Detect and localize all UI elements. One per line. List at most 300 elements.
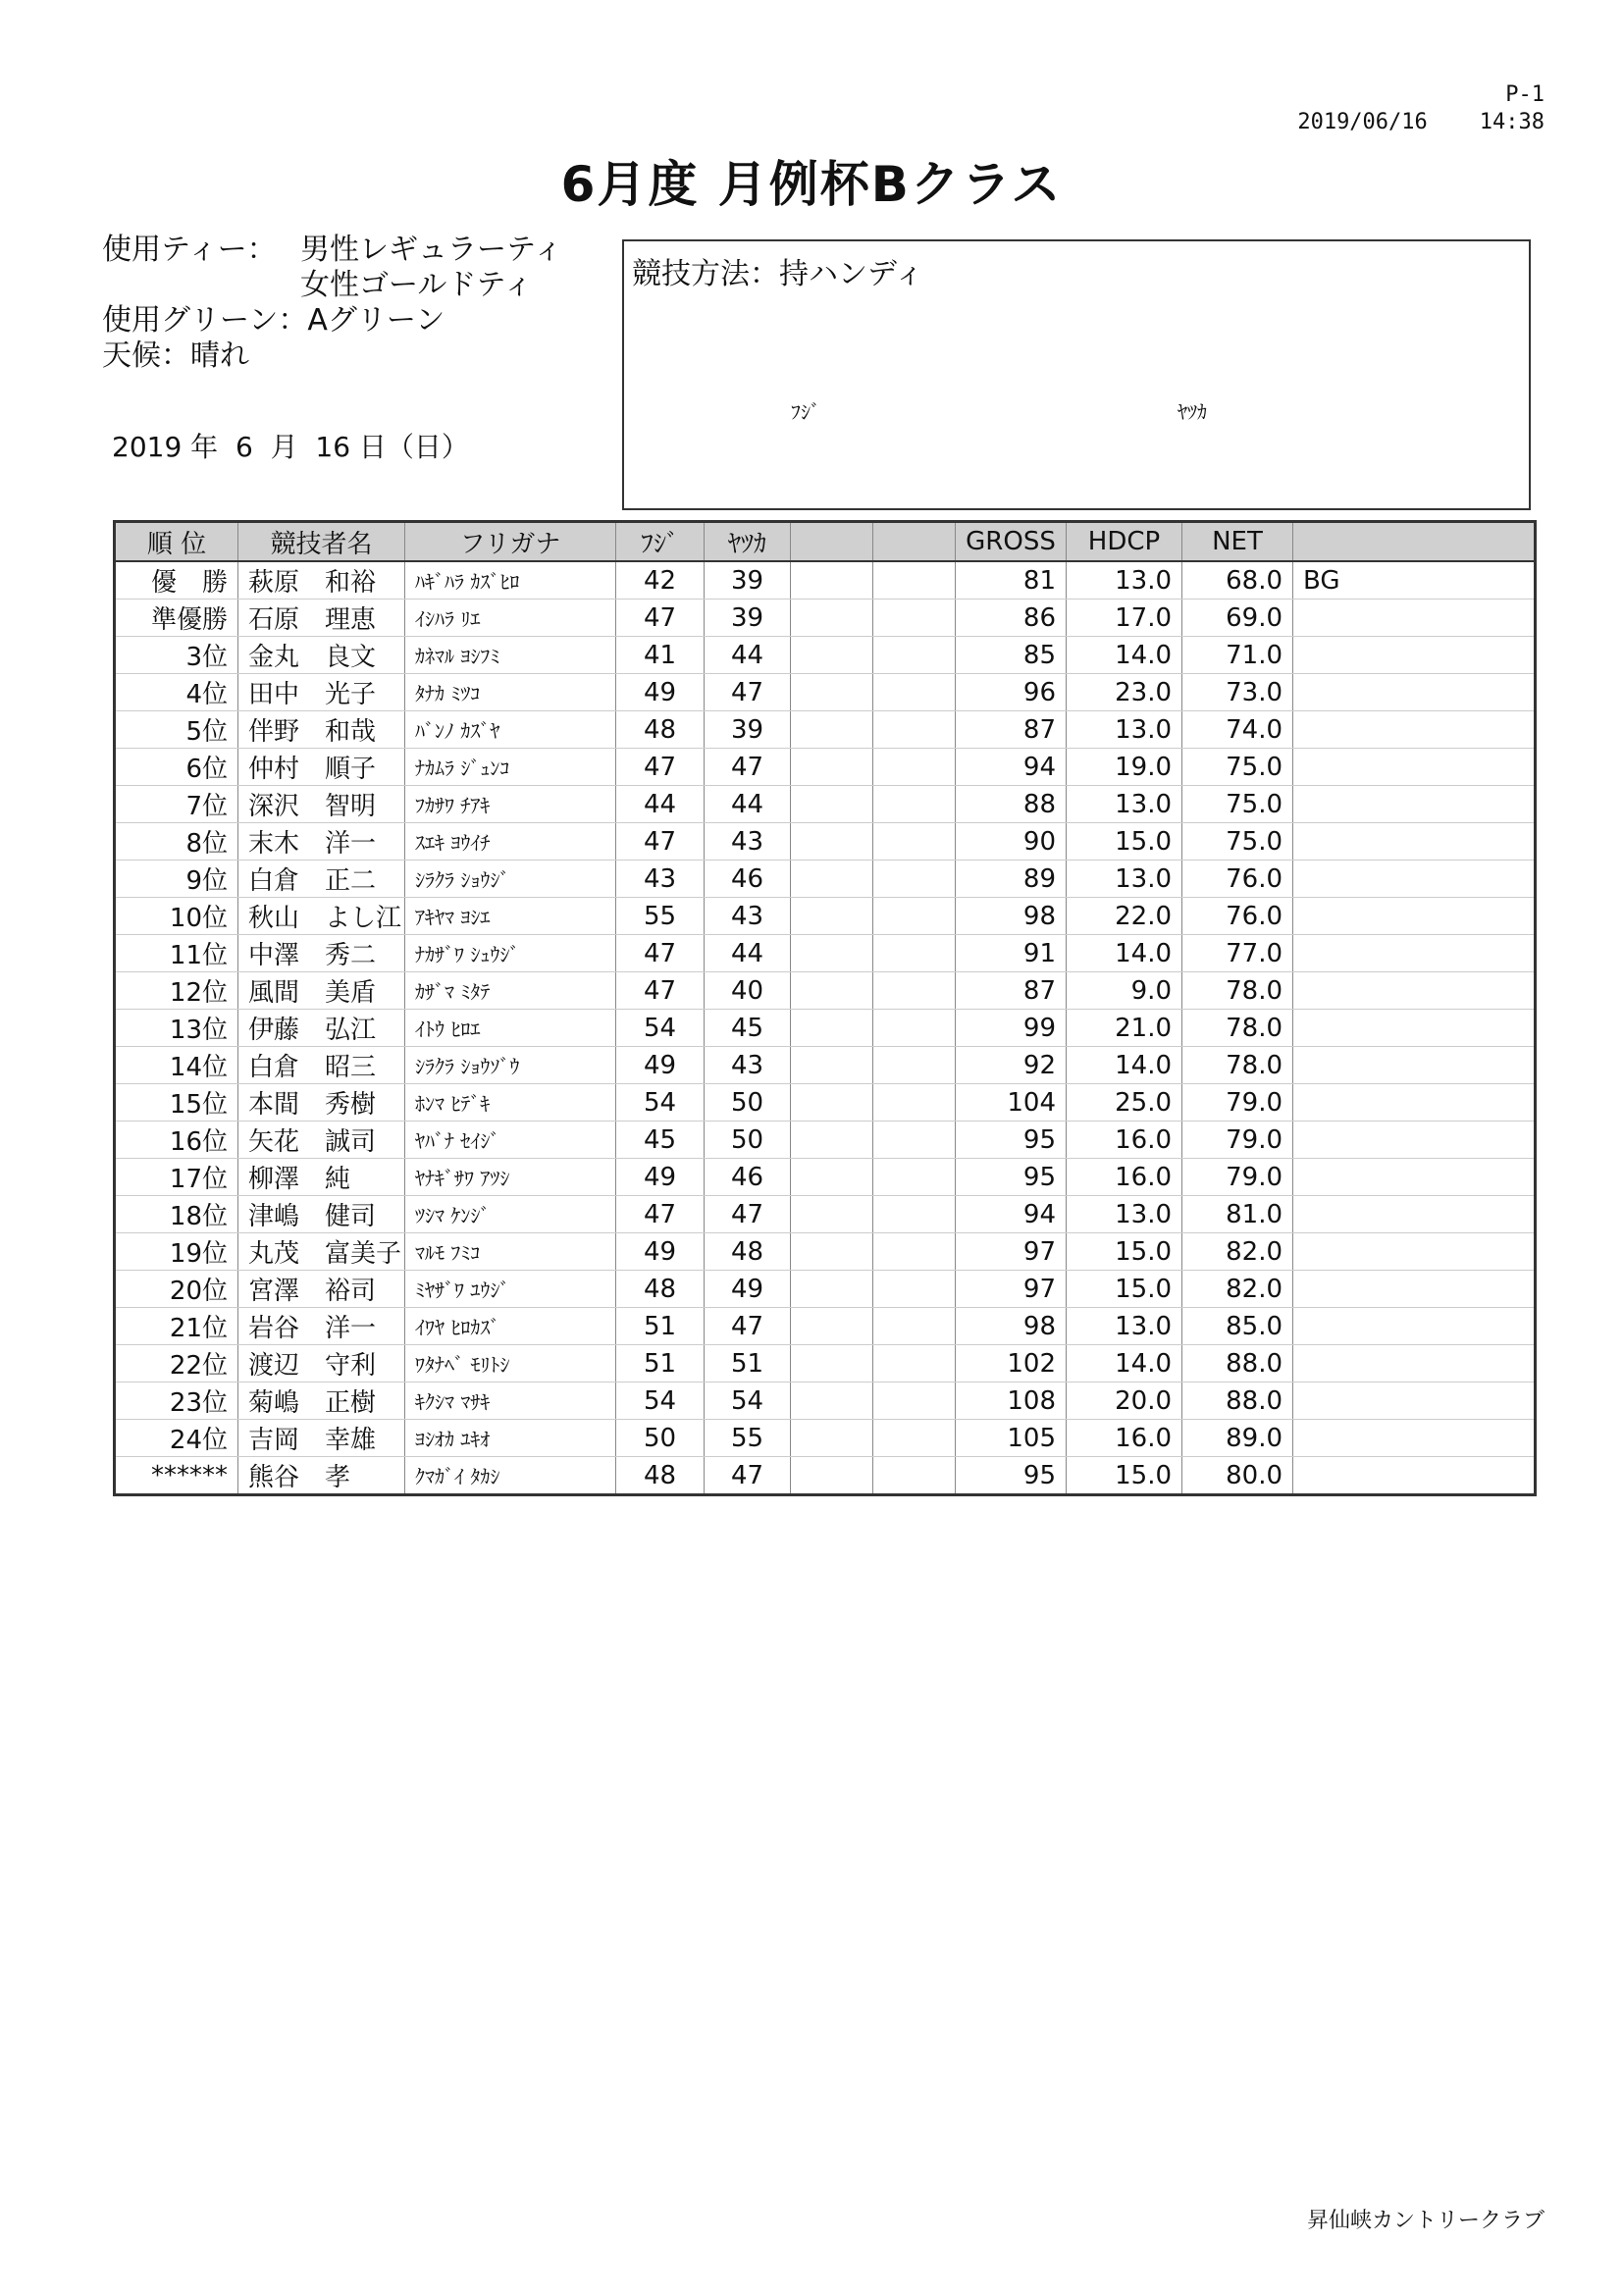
cell-blank — [791, 786, 873, 823]
cell-rank: 13位 — [115, 1010, 238, 1047]
cell-out: 48 — [616, 1457, 705, 1495]
cell-name: 本間 秀樹 — [238, 1084, 405, 1122]
cell-kana: ｶﾈﾏﾙ ﾖｼﾌﾐ — [405, 637, 616, 674]
cell-name: 金丸 良文 — [238, 637, 405, 674]
table-row — [115, 637, 1536, 674]
cell-net: 79.0 — [1182, 1159, 1293, 1196]
cell-note — [1293, 711, 1536, 749]
cell-in: 47 — [705, 1196, 791, 1233]
document-title: 6月度 月例杯Bクラス — [560, 156, 1063, 213]
cell-hdcp: 16.0 — [1067, 1159, 1182, 1196]
club-name: 昇仙峡カントリークラブ — [1306, 2209, 1544, 2233]
cell-blank — [873, 1345, 956, 1383]
cell-name: 萩原 和裕 — [238, 561, 405, 600]
cell-in: 47 — [705, 1308, 791, 1345]
table-row — [115, 1420, 1536, 1457]
cell-name: 菊嶋 正樹 — [238, 1383, 405, 1420]
print-timestamp: 2019/06/16 14:38 — [1297, 110, 1544, 134]
cell-blank — [791, 749, 873, 786]
cell-kana: ﾔﾊﾞﾅ ｾｲｼﾞ — [405, 1122, 616, 1159]
cell-kana: ｼﾗｸﾗ ｼｮｳｿﾞｳ — [405, 1047, 616, 1084]
cell-rank: 17位 — [115, 1159, 238, 1196]
cell-net: 76.0 — [1182, 898, 1293, 935]
cell-gross: 95 — [956, 1159, 1067, 1196]
cell-hdcp: 17.0 — [1067, 600, 1182, 637]
cell-kana: ﾌｶｻﾜ ﾁｱｷ — [405, 786, 616, 823]
cell-kana: ｷｸｼﾏ ﾏｻｷ — [405, 1383, 616, 1420]
cell-in: 45 — [705, 1010, 791, 1047]
cell-blank — [791, 674, 873, 711]
cell-rank: 3位 — [115, 637, 238, 674]
cell-name: 丸茂 富美子 — [238, 1233, 405, 1271]
cell-name: 秋山 よし江 — [238, 898, 405, 935]
cell-out: 43 — [616, 861, 705, 898]
cell-rank: 優 勝 — [115, 561, 238, 600]
cell-hdcp: 13.0 — [1067, 1196, 1182, 1233]
cell-gross: 104 — [956, 1084, 1067, 1122]
page-number: P-1 — [1505, 82, 1544, 107]
header-hdcp: HDCP — [1067, 522, 1182, 562]
table-row — [115, 1047, 1536, 1084]
cell-out: 47 — [616, 1196, 705, 1233]
table-row — [115, 1159, 1536, 1196]
cell-blank — [873, 561, 956, 600]
cell-rank: ****** — [115, 1457, 238, 1495]
table-header-row — [115, 522, 1536, 562]
cell-note — [1293, 786, 1536, 823]
cell-name: 伴野 和哉 — [238, 711, 405, 749]
cell-blank — [873, 1457, 956, 1495]
cell-blank — [791, 823, 873, 861]
cell-blank — [791, 1084, 873, 1122]
cell-kana: ｶｻﾞﾏ ﾐﾀﾃ — [405, 972, 616, 1010]
cell-out: 48 — [616, 711, 705, 749]
table-row — [115, 749, 1536, 786]
cell-net: 85.0 — [1182, 1308, 1293, 1345]
cell-blank — [873, 600, 956, 637]
cell-in: 43 — [705, 898, 791, 935]
cell-kana: ｽｴｷ ﾖｳｲﾁ — [405, 823, 616, 861]
cell-gross: 95 — [956, 1122, 1067, 1159]
cell-name: 田中 光子 — [238, 674, 405, 711]
cell-out: 54 — [616, 1383, 705, 1420]
table-row — [115, 823, 1536, 861]
cell-out: 47 — [616, 823, 705, 861]
cell-name: 仲村 順子 — [238, 749, 405, 786]
cell-net: 77.0 — [1182, 935, 1293, 972]
cell-hdcp: 13.0 — [1067, 561, 1182, 600]
cell-net: 78.0 — [1182, 972, 1293, 1010]
cell-blank — [791, 861, 873, 898]
cell-name: 中澤 秀二 — [238, 935, 405, 972]
cell-hdcp: 15.0 — [1067, 1233, 1182, 1271]
cell-blank — [873, 935, 956, 972]
cell-net: 79.0 — [1182, 1122, 1293, 1159]
cell-blank — [791, 1233, 873, 1271]
cell-note — [1293, 1383, 1536, 1420]
cell-blank — [791, 1122, 873, 1159]
cell-net: 82.0 — [1182, 1233, 1293, 1271]
cell-in: 43 — [705, 1047, 791, 1084]
cell-blank — [873, 1308, 956, 1345]
cell-rank: 5位 — [115, 711, 238, 749]
cell-name: 渡辺 守利 — [238, 1345, 405, 1383]
cell-rank: 9位 — [115, 861, 238, 898]
table-row — [115, 1383, 1536, 1420]
cell-blank — [873, 1010, 956, 1047]
cell-blank — [791, 637, 873, 674]
cell-out: 47 — [616, 935, 705, 972]
cell-gross: 102 — [956, 1345, 1067, 1383]
results-table — [113, 520, 1537, 1496]
cell-net: 75.0 — [1182, 749, 1293, 786]
cell-note — [1293, 1271, 1536, 1308]
cell-blank — [791, 561, 873, 600]
header-gross: GROSS — [956, 522, 1067, 562]
cell-hdcp: 13.0 — [1067, 711, 1182, 749]
cell-kana: ﾎﾝﾏ ﾋﾃﾞｷ — [405, 1084, 616, 1122]
cell-name: 矢花 誠司 — [238, 1122, 405, 1159]
cell-kana: ﾂｼﾏ ｹﾝｼﾞ — [405, 1196, 616, 1233]
cell-name: 吉岡 幸雄 — [238, 1420, 405, 1457]
cell-blank — [791, 1308, 873, 1345]
table-row — [115, 861, 1536, 898]
cell-hdcp: 19.0 — [1067, 749, 1182, 786]
cell-in: 54 — [705, 1383, 791, 1420]
cell-in: 49 — [705, 1271, 791, 1308]
cell-note — [1293, 1010, 1536, 1047]
cell-name: 白倉 昭三 — [238, 1047, 405, 1084]
cell-net: 69.0 — [1182, 600, 1293, 637]
cell-name: 深沢 智明 — [238, 786, 405, 823]
cell-net: 79.0 — [1182, 1084, 1293, 1122]
cell-hdcp: 13.0 — [1067, 786, 1182, 823]
cell-net: 81.0 — [1182, 1196, 1293, 1233]
cell-note — [1293, 861, 1536, 898]
cell-kana: ｲｼﾊﾗ ﾘｴ — [405, 600, 616, 637]
cell-note — [1293, 1233, 1536, 1271]
cell-note — [1293, 600, 1536, 637]
cell-in: 50 — [705, 1084, 791, 1122]
cell-name: 柳澤 純 — [238, 1159, 405, 1196]
cell-hdcp: 16.0 — [1067, 1420, 1182, 1457]
cell-in: 44 — [705, 786, 791, 823]
cell-rank: 7位 — [115, 786, 238, 823]
tee-men: 男性レギュラーティ — [300, 233, 563, 267]
cell-kana: ﾅｶﾑﾗ ｼﾞｭﾝｺ — [405, 749, 616, 786]
cell-net: 68.0 — [1182, 561, 1293, 600]
cell-note — [1293, 1084, 1536, 1122]
cell-blank — [791, 898, 873, 935]
cell-gross: 81 — [956, 561, 1067, 600]
table-row — [115, 1457, 1536, 1495]
cell-hdcp: 14.0 — [1067, 1345, 1182, 1383]
cell-rank: 11位 — [115, 935, 238, 972]
header-note — [1293, 522, 1536, 562]
table-row — [115, 1084, 1536, 1122]
cell-kana: ｱｷﾔﾏ ﾖｼｴ — [405, 898, 616, 935]
cell-rank: 15位 — [115, 1084, 238, 1122]
cell-out: 49 — [616, 1233, 705, 1271]
cell-in: 44 — [705, 935, 791, 972]
cell-rank: 10位 — [115, 898, 238, 935]
cell-rank: 4位 — [115, 674, 238, 711]
cell-note — [1293, 898, 1536, 935]
cell-gross: 97 — [956, 1233, 1067, 1271]
table-row — [115, 786, 1536, 823]
method-course-1: ﾌｼﾞ — [791, 400, 820, 424]
cell-blank — [873, 749, 956, 786]
cell-out: 49 — [616, 1159, 705, 1196]
table-row — [115, 674, 1536, 711]
cell-out: 54 — [616, 1084, 705, 1122]
cell-in: 47 — [705, 674, 791, 711]
cell-hdcp: 13.0 — [1067, 1308, 1182, 1345]
cell-name: 風間 美盾 — [238, 972, 405, 1010]
cell-net: 88.0 — [1182, 1383, 1293, 1420]
cell-kana: ｼﾗｸﾗ ｼｮｳｼﾞ — [405, 861, 616, 898]
cell-name: 石原 理恵 — [238, 600, 405, 637]
cell-blank — [791, 1345, 873, 1383]
cell-note — [1293, 1047, 1536, 1084]
cell-out: 49 — [616, 1047, 705, 1084]
cell-blank — [791, 1047, 873, 1084]
cell-in: 55 — [705, 1420, 791, 1457]
cell-note — [1293, 823, 1536, 861]
cell-blank — [873, 786, 956, 823]
cell-net: 78.0 — [1182, 1010, 1293, 1047]
cell-hdcp: 15.0 — [1067, 823, 1182, 861]
cell-blank — [873, 1420, 956, 1457]
cell-in: 40 — [705, 972, 791, 1010]
cell-in: 46 — [705, 1159, 791, 1196]
table-row — [115, 1308, 1536, 1345]
cell-in: 51 — [705, 1345, 791, 1383]
cell-gross: 88 — [956, 786, 1067, 823]
table-row — [115, 1271, 1536, 1308]
cell-kana: ﾀﾅｶ ﾐﾂｺ — [405, 674, 616, 711]
cell-out: 48 — [616, 1271, 705, 1308]
cell-in: 48 — [705, 1233, 791, 1271]
cell-gross: 87 — [956, 711, 1067, 749]
cell-kana: ﾊｷﾞﾊﾗ ｶｽﾞﾋﾛ — [405, 561, 616, 600]
table-row — [115, 1233, 1536, 1271]
cell-out: 50 — [616, 1420, 705, 1457]
cell-blank — [791, 1010, 873, 1047]
table-row — [115, 935, 1536, 972]
cell-out: 51 — [616, 1308, 705, 1345]
cell-net: 73.0 — [1182, 674, 1293, 711]
cell-in: 50 — [705, 1122, 791, 1159]
green-info: 使用グリーン：Aグリーン — [102, 303, 445, 338]
cell-out: 45 — [616, 1122, 705, 1159]
cell-gross: 95 — [956, 1457, 1067, 1495]
cell-rank: 24位 — [115, 1420, 238, 1457]
cell-blank — [873, 861, 956, 898]
cell-net: 78.0 — [1182, 1047, 1293, 1084]
cell-gross: 91 — [956, 935, 1067, 972]
cell-blank — [873, 1084, 956, 1122]
cell-net: 89.0 — [1182, 1420, 1293, 1457]
cell-gross: 98 — [956, 898, 1067, 935]
header-out: ﾌｼﾞ — [616, 522, 705, 562]
cell-note — [1293, 972, 1536, 1010]
table-row — [115, 898, 1536, 935]
cell-rank: 23位 — [115, 1383, 238, 1420]
cell-net: 75.0 — [1182, 823, 1293, 861]
cell-rank: 19位 — [115, 1233, 238, 1271]
header-rank: 順 位 — [115, 522, 238, 562]
cell-note — [1293, 1196, 1536, 1233]
cell-note — [1293, 1159, 1536, 1196]
cell-hdcp: 25.0 — [1067, 1084, 1182, 1122]
cell-gross: 99 — [956, 1010, 1067, 1047]
cell-gross: 86 — [956, 600, 1067, 637]
cell-hdcp: 14.0 — [1067, 1047, 1182, 1084]
weather-info: 天候：晴れ — [102, 339, 249, 373]
table-row — [115, 1196, 1536, 1233]
cell-kana: ﾏﾙﾓ ﾌﾐｺ — [405, 1233, 616, 1271]
cell-gross: 92 — [956, 1047, 1067, 1084]
table-row — [115, 711, 1536, 749]
cell-blank — [873, 1122, 956, 1159]
table-row — [115, 561, 1536, 600]
header-in: ﾔﾂｶ — [705, 522, 791, 562]
cell-blank — [791, 1271, 873, 1308]
cell-note — [1293, 935, 1536, 972]
table-row — [115, 972, 1536, 1010]
cell-hdcp: 23.0 — [1067, 674, 1182, 711]
cell-out: 55 — [616, 898, 705, 935]
header-blank-2 — [873, 522, 956, 562]
cell-name: 岩谷 洋一 — [238, 1308, 405, 1345]
cell-out: 47 — [616, 600, 705, 637]
header-kana: フリガナ — [405, 522, 616, 562]
cell-hdcp: 20.0 — [1067, 1383, 1182, 1420]
cell-note — [1293, 1345, 1536, 1383]
cell-gross: 94 — [956, 749, 1067, 786]
cell-hdcp: 15.0 — [1067, 1457, 1182, 1495]
cell-name: 伊藤 弘江 — [238, 1010, 405, 1047]
cell-gross: 98 — [956, 1308, 1067, 1345]
cell-in: 39 — [705, 561, 791, 600]
cell-out: 47 — [616, 972, 705, 1010]
competition-method: 競技方法：持ハンディ — [632, 257, 924, 291]
cell-blank — [791, 711, 873, 749]
cell-blank — [791, 600, 873, 637]
cell-hdcp: 14.0 — [1067, 935, 1182, 972]
cell-blank — [873, 823, 956, 861]
cell-rank: 20位 — [115, 1271, 238, 1308]
cell-note — [1293, 1457, 1536, 1495]
cell-blank — [873, 1159, 956, 1196]
cell-name: 末木 洋一 — [238, 823, 405, 861]
cell-out: 49 — [616, 674, 705, 711]
cell-out: 54 — [616, 1010, 705, 1047]
event-date: 2019 年 6 月 16 日（日） — [112, 431, 469, 463]
cell-out: 47 — [616, 749, 705, 786]
cell-in: 44 — [705, 637, 791, 674]
cell-in: 47 — [705, 749, 791, 786]
cell-in: 43 — [705, 823, 791, 861]
tee-label: 使用ティー： — [102, 233, 277, 267]
cell-blank — [791, 1159, 873, 1196]
cell-blank — [873, 898, 956, 935]
cell-blank — [791, 1196, 873, 1233]
cell-out: 41 — [616, 637, 705, 674]
table-row — [115, 1122, 1536, 1159]
cell-gross: 89 — [956, 861, 1067, 898]
cell-rank: 21位 — [115, 1308, 238, 1345]
cell-kana: ｸﾏｶﾞｲ ﾀｶｼ — [405, 1457, 616, 1495]
cell-blank — [873, 1233, 956, 1271]
cell-gross: 105 — [956, 1420, 1067, 1457]
cell-kana: ｲﾄｳ ﾋﾛｴ — [405, 1010, 616, 1047]
header-blank-1 — [791, 522, 873, 562]
cell-gross: 97 — [956, 1271, 1067, 1308]
cell-blank — [873, 1196, 956, 1233]
cell-in: 47 — [705, 1457, 791, 1495]
cell-out: 51 — [616, 1345, 705, 1383]
header-net: NET — [1182, 522, 1293, 562]
cell-hdcp: 14.0 — [1067, 637, 1182, 674]
cell-out: 44 — [616, 786, 705, 823]
cell-in: 39 — [705, 711, 791, 749]
cell-kana: ｲﾜﾔ ﾋﾛｶｽﾞ — [405, 1308, 616, 1345]
cell-gross: 87 — [956, 972, 1067, 1010]
cell-gross: 108 — [956, 1383, 1067, 1420]
cell-rank: 12位 — [115, 972, 238, 1010]
cell-net: 74.0 — [1182, 711, 1293, 749]
cell-kana: ﾜﾀﾅﾍﾞ ﾓﾘﾄｼ — [405, 1345, 616, 1383]
cell-kana: ﾅｶｻﾞﾜ ｼｭｳｼﾞ — [405, 935, 616, 972]
table-row — [115, 1345, 1536, 1383]
cell-kana: ﾖｼｵｶ ﾕｷｵ — [405, 1420, 616, 1457]
cell-kana: ﾊﾞﾝﾉ ｶｽﾞﾔ — [405, 711, 616, 749]
cell-name: 津嶋 健司 — [238, 1196, 405, 1233]
cell-rank: 6位 — [115, 749, 238, 786]
cell-rank: 14位 — [115, 1047, 238, 1084]
cell-rank: 8位 — [115, 823, 238, 861]
cell-net: 88.0 — [1182, 1345, 1293, 1383]
cell-note: BG — [1293, 561, 1536, 600]
cell-gross: 85 — [956, 637, 1067, 674]
cell-hdcp: 21.0 — [1067, 1010, 1182, 1047]
cell-blank — [873, 711, 956, 749]
cell-hdcp: 22.0 — [1067, 898, 1182, 935]
cell-blank — [791, 1457, 873, 1495]
cell-name: 白倉 正二 — [238, 861, 405, 898]
cell-note — [1293, 749, 1536, 786]
cell-in: 46 — [705, 861, 791, 898]
cell-blank — [791, 1420, 873, 1457]
cell-blank — [873, 972, 956, 1010]
cell-blank — [791, 972, 873, 1010]
cell-note — [1293, 674, 1536, 711]
cell-note — [1293, 1122, 1536, 1159]
cell-kana: ﾐﾔｻﾞﾜ ﾕｳｼﾞ — [405, 1271, 616, 1308]
cell-note — [1293, 637, 1536, 674]
cell-in: 39 — [705, 600, 791, 637]
cell-rank: 16位 — [115, 1122, 238, 1159]
cell-hdcp: 13.0 — [1067, 861, 1182, 898]
cell-net: 82.0 — [1182, 1271, 1293, 1308]
cell-net: 80.0 — [1182, 1457, 1293, 1495]
cell-net: 75.0 — [1182, 786, 1293, 823]
cell-blank — [791, 1383, 873, 1420]
cell-hdcp: 16.0 — [1067, 1122, 1182, 1159]
header-name: 競技者名 — [238, 522, 405, 562]
